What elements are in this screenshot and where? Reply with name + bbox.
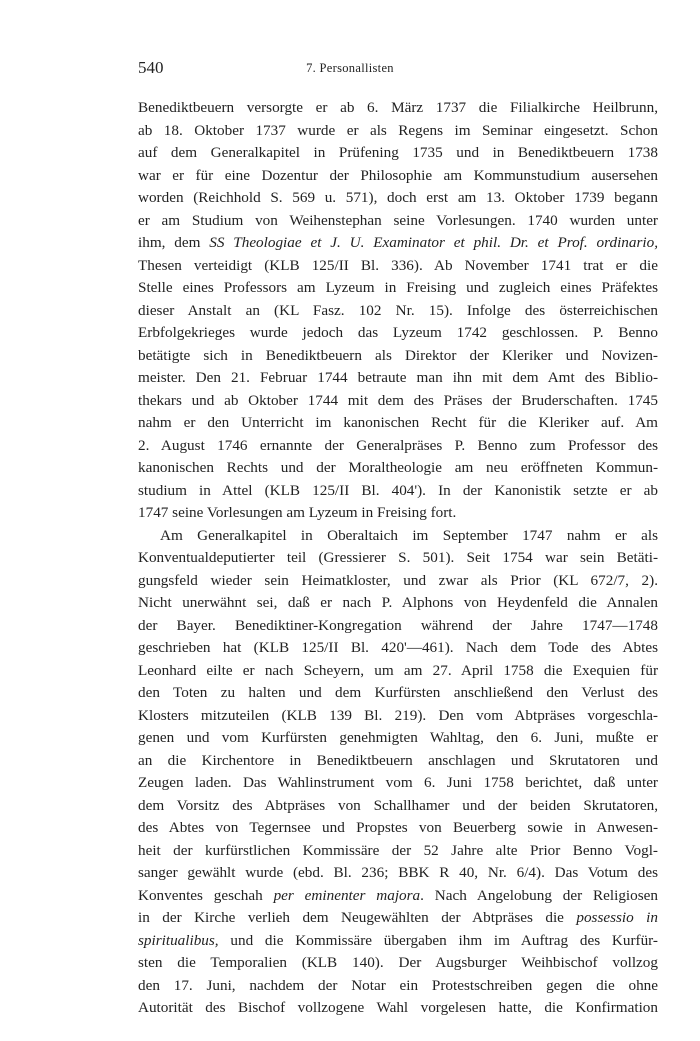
text-line — [138, 952, 658, 975]
text-run: den Toten zu halten und dem Kurfürsten anschließend den Verlust des — [138, 684, 658, 701]
text-run: 2. August 1746 ernannte der Generalpräses P. Benno zum Professor des — [138, 436, 658, 454]
text-line — [138, 187, 658, 210]
body-text — [138, 97, 658, 1020]
text-run: an die Kirchentore in Benediktbeuern anschlagen und Skrutatoren und — [138, 751, 658, 769]
text-line — [138, 322, 658, 345]
text-line — [138, 390, 658, 413]
text-run: war er für eine Dozentur der Philosophie am Kommunstudium ausersehen — [138, 166, 658, 184]
text-line — [138, 705, 658, 728]
text-run: Leonhard eilte er nach Scheyern, um am 27. April 1758 die Exequien für — [138, 661, 658, 679]
text-run: geschrieben hat (KLB 125/II Bl. 420'—461). Nach dem Tode des Abtes — [138, 639, 658, 656]
text-line — [138, 885, 658, 908]
text-run: auf dem Generalkapitel in Prüfening 1735 und in Benediktbeuern 1738 — [138, 144, 658, 161]
text-run: . Nach Angelobung der Religiosen — [420, 886, 658, 904]
text-line — [138, 165, 658, 188]
text-run: gungsfeld wieder sein Heimatkloster, und zwar als Prior (KL 672/7, 2). — [138, 571, 658, 589]
text-line — [138, 435, 658, 458]
text-run: den 17. Juni, nachdem der Notar ein Protestschreiben gegen die ohne — [138, 976, 658, 994]
text-line — [138, 840, 658, 863]
page-number: 540 — [138, 58, 164, 77]
text-line — [138, 592, 658, 615]
text-line — [138, 300, 658, 323]
text-run: Autorität des Bischof vollzogene Wahl vorgelesen hatte, die Konfirmation — [138, 999, 658, 1016]
text-line — [138, 210, 658, 233]
text-line — [138, 795, 658, 818]
text-line — [138, 727, 658, 750]
text-line — [138, 997, 658, 1020]
text-run: Konventualdeputierter teil (Gressierer S. 501). Seit 1754 war sein Betäti- — [138, 549, 658, 566]
text-run: ab 18. Oktober 1737 wurde er als Regens im Seminar eingesetzt. Schon — [138, 121, 658, 139]
text-line — [138, 682, 658, 705]
paragraph — [138, 97, 658, 525]
text-line — [138, 457, 658, 480]
italic-text: per eminenter majora — [273, 886, 421, 904]
text-line — [138, 750, 658, 773]
italic-text: spiritualibus, — [138, 931, 219, 949]
text-line — [138, 480, 658, 503]
paragraph — [138, 525, 658, 1020]
text-line — [138, 975, 658, 998]
text-run: Thesen verteidigt (KLB 125/II Bl. 336). Ab November 1741 trat er die — [138, 256, 658, 274]
text-line — [138, 525, 658, 548]
text-line — [138, 907, 658, 930]
text-line — [138, 232, 658, 255]
text-line — [138, 817, 658, 840]
text-line — [138, 367, 658, 390]
text-line — [138, 255, 658, 278]
text-line — [138, 547, 658, 570]
text-run: dem Vorsitz des Abtpräses von Schallhamer und der beiden Skrutatoren, — [138, 796, 658, 814]
text-line — [138, 570, 658, 593]
text-line — [138, 660, 658, 683]
text-line — [138, 502, 658, 525]
text-run: Zeugen laden. Das Wahlinstrument vom 6. Juni 1758 berichtet, daß unter — [138, 774, 658, 791]
text-run: und die Kommissäre übergaben ihm im Auftrag des Kurfür- — [218, 931, 658, 949]
text-run: Nicht unerwähnt sei, daß er nach P. Alphons von Heydenfeld die Annalen — [138, 594, 658, 611]
text-run: thekars und ab Oktober 1744 mit dem des Präses der Bruderschaften. 1745 — [138, 391, 658, 409]
text-run: betätigte sich in Benediktbeuern als Direktor der Kleriker und Novizen- — [138, 346, 658, 364]
text-line — [138, 862, 658, 885]
text-run: sten die Temporalien (KLB 140). Der Augsburger Weihbischof vollzog — [138, 954, 658, 971]
text-run: des Abtes von Tegernsee und Propstes von Beuerberg sowie in Anwesen- — [138, 819, 658, 836]
running-head: 7. Personallisten — [306, 61, 394, 75]
text-run: Erbfolgekrieges wurde jedoch das Lyzeum 1742 geschlossen. P. Benno — [138, 324, 658, 341]
text-run: 1747 seine Vorlesungen am Lyzeum in Freising fort. — [138, 504, 457, 521]
text-line — [138, 615, 658, 638]
text-run: ihm, dem — [138, 234, 210, 251]
text-line — [138, 277, 658, 300]
italic-text: SS Theologiae et J. U. Examinator et phil. Dr. et Prof. ordinario, — [209, 234, 658, 251]
text-line — [138, 97, 658, 120]
italic-text: possessio in — [576, 909, 658, 926]
text-run: Klosters mitzuteilen (KLB 139 Bl. 219). Den vom Abtpräses vorgeschla- — [138, 706, 658, 724]
text-run: heit der kurfürstlichen Kommissäre der 52 Jahre alte Prior Benno Vogl- — [138, 841, 658, 859]
text-run: dieser Anstalt an (KL Fasz. 102 Nr. 15). Infolge des österreichischen — [138, 301, 658, 319]
text-run: der Bayer. Benediktiner-Kongregation während der Jahre 1747—1748 — [138, 616, 658, 634]
text-run: genen und vom Kurfürsten genehmigten Wahltag, den 6. Juni, mußte er — [138, 729, 658, 746]
text-run: Am Generalkapitel in Oberaltaich im September 1747 nahm er als — [160, 526, 658, 544]
text-line — [138, 637, 658, 660]
text-run: in der Kirche verlieh dem Neugewählten der Abtpräses die — [138, 909, 577, 926]
text-run: Benediktbeuern versorgte er ab 6. März 1737 die Filialkirche Heilbrunn, — [138, 99, 658, 116]
text-line — [138, 772, 658, 795]
text-run: worden (Reichhold S. 569 u. 571), doch erst am 13. Oktober 1739 begann — [138, 189, 658, 206]
text-run: studium in Attel (KLB 125/II Bl. 404'). In der Kanonistik setzte er ab — [138, 481, 658, 499]
text-line — [138, 345, 658, 368]
text-run: sanger gewählt wurde (ebd. Bl. 236; BBK R 40, Nr. 6/4). Das Votum des — [138, 864, 658, 881]
text-line — [138, 930, 658, 953]
text-run: nahm er den Unterricht im kanonischen Recht für die Kleriker auf. Am — [138, 414, 658, 431]
text-run: Stelle eines Professors am Lyzeum in Freising und zugleich eines Präfektes — [138, 279, 658, 296]
text-run: kanonischen Rechts und der Moraltheologie am neu eröffneten Kommun- — [138, 459, 658, 476]
text-run: er am Studium von Weihenstephan seine Vorlesungen. 1740 wurden unter — [138, 211, 658, 229]
text-run: meister. Den 21. Februar 1744 betraute man ihn mit dem Amt des Biblio- — [138, 369, 658, 386]
text-line — [138, 142, 658, 165]
text-line — [138, 412, 658, 435]
text-line — [138, 120, 658, 143]
text-run: Konventes geschah — [138, 886, 274, 904]
